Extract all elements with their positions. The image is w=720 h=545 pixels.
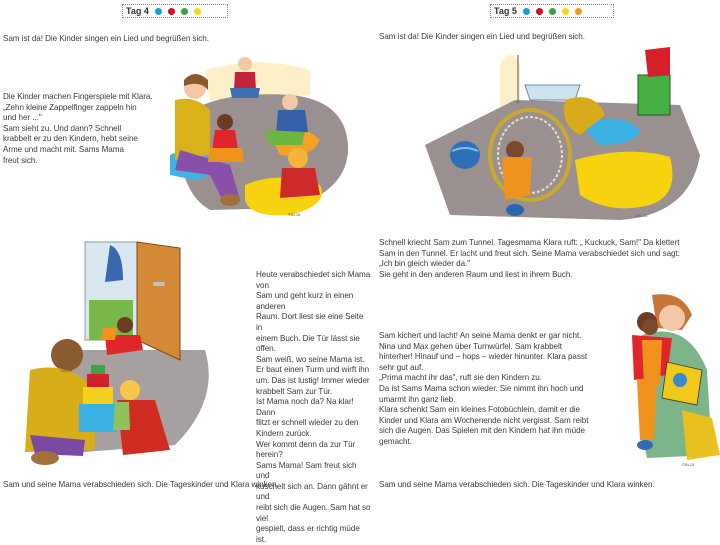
text-line: krabbelt er zu den Kindern, hebt seine [3, 134, 138, 144]
fingerplay-illustration [170, 50, 360, 220]
text-line: Er baut einen Turm und wirft ihn [256, 365, 370, 375]
yellow-dot-icon [562, 8, 569, 15]
day5-intro: Sam ist da! Die Kinder singen ein Lied und begrüßen sich. [379, 32, 585, 41]
credit-text: ©BL15 [288, 212, 301, 217]
text-line: Sam in den Tunnel. Er lacht und freut sich. Seine Mama verabschiedet sich und sagt: [379, 248, 680, 258]
text-line: Nina und Max gehen über Turnwürfel. Sam krabbelt [379, 341, 562, 351]
text-line: Raum. Dort liest sie eine Seite in [256, 312, 364, 332]
green-dot-icon [549, 8, 556, 15]
red-dot-icon [168, 8, 175, 15]
text-line: gespielt, dass er richtig müde ist. [256, 524, 360, 544]
text-line: flitzt er schnell wieder zu den [256, 418, 359, 428]
text-line: Sam und geht kurz in einen anderen [256, 291, 354, 311]
text-line: Ist Mama noch da? Na klar! Dann [256, 397, 354, 417]
text-line: krabbelt Sam zur Tür. [256, 386, 333, 396]
text-line: Sam kichert und lacht! An seine Mama denkt er gar nicht. [379, 331, 582, 340]
text-line: einem Buch. Die Tür lässt sie offen. [256, 333, 360, 354]
day5-tag [490, 4, 614, 18]
day4-tag-label: Tag 4 [126, 6, 149, 16]
text-line: Sams Mama! Sam freut sich und [256, 460, 357, 481]
text-line: Kindern zurück. [256, 428, 312, 438]
text-line: „Ich bin gleich wieder da." [379, 259, 471, 269]
blue-dot-icon [155, 8, 162, 15]
orange-dot-icon [575, 8, 582, 15]
text-line: sich die Augen. Das Spielen mit den Kindern hat ihn müde [379, 426, 585, 436]
day5-play-text [379, 331, 614, 448]
text-line: hinterher! Hinauf und – hops – wieder hinunter. Klara passt [379, 352, 588, 362]
text-line: Die Kinder machen Fingerspiele mit Klara. [3, 92, 153, 101]
text-line: sehr gut auf. [379, 362, 424, 372]
text-line: Heute verabschiedet sich Mama von [256, 270, 371, 290]
day4-goodbye-text [256, 270, 371, 545]
day4-footer: Sam und seine Mama verabschieden sich. Die Tageskinder und Klara winken. [3, 480, 279, 489]
day5-footer: Sam und seine Mama verabschieden sich. Die Tageskinder und Klara winken. [379, 480, 655, 489]
text-line: Arme und macht mit. Sams Mama [3, 144, 124, 154]
day4-fingerplay-text [3, 92, 193, 166]
green-dot-icon [181, 8, 188, 15]
credit-text: ©BL15 [682, 462, 695, 467]
text-line: freut sich. [3, 155, 38, 165]
text-line: Wer kommt denn da zur Tür herein? [256, 439, 356, 460]
day4-tag [122, 4, 228, 18]
credit-text: ©BL15 [60, 368, 73, 373]
text-line: Klara schenkt Sam ein kleines Fotobüchlein, damit er die [379, 405, 580, 415]
tunnel-illustration [420, 45, 720, 225]
red-dot-icon [536, 8, 543, 15]
text-line: Da ist Sams Mama schon wieder. Sie nimmt ihn hoch und [379, 383, 584, 393]
text-line: umarmt ihn ganz lieb. [379, 394, 456, 404]
text-line: reibt sich die Augen. Sam hat so viel [256, 503, 371, 523]
text-line: und her ..." [3, 113, 42, 123]
text-line: um. Das ist lustig! Immer wieder [256, 375, 370, 385]
yellow-dot-icon [194, 8, 201, 15]
text-line: „Zehn kleine Zappelfinger zappeln hin [3, 102, 137, 112]
day5-tunnel-text [379, 238, 719, 280]
day4-intro: Sam ist da! Die Kinder singen ein Lied und begrüßen sich. [3, 34, 209, 43]
text-line: Sam weiß, wo seine Mama ist. [256, 354, 365, 364]
text-line: Schnell kriecht Sam zum Tunnel. Tagesmama Klara ruft: „ Kuckuck, Sam!" Da klettert [379, 238, 680, 247]
door-tower-illustration [5, 240, 255, 472]
mother-child-illustration [612, 290, 720, 470]
blue-dot-icon [523, 8, 530, 15]
text-line: gemacht. [379, 436, 412, 446]
text-line: kuschelt sich an. Dann gähnt er und [256, 481, 368, 502]
text-line: Sie geht in den anderen Raum und liest in ihrem Buch. [379, 269, 573, 279]
credit-text: ©BL15 [635, 213, 648, 218]
text-line: Kinder und Klara am Wochenende nicht vergisst. Sam reibt [379, 415, 589, 425]
text-line: „Prima macht ihr das", ruft sie den Kindern zu. [379, 373, 542, 383]
day5-tag-label: Tag 5 [494, 6, 517, 16]
text-line: Sam sieht zu. Und dann? Schnell [3, 123, 122, 133]
